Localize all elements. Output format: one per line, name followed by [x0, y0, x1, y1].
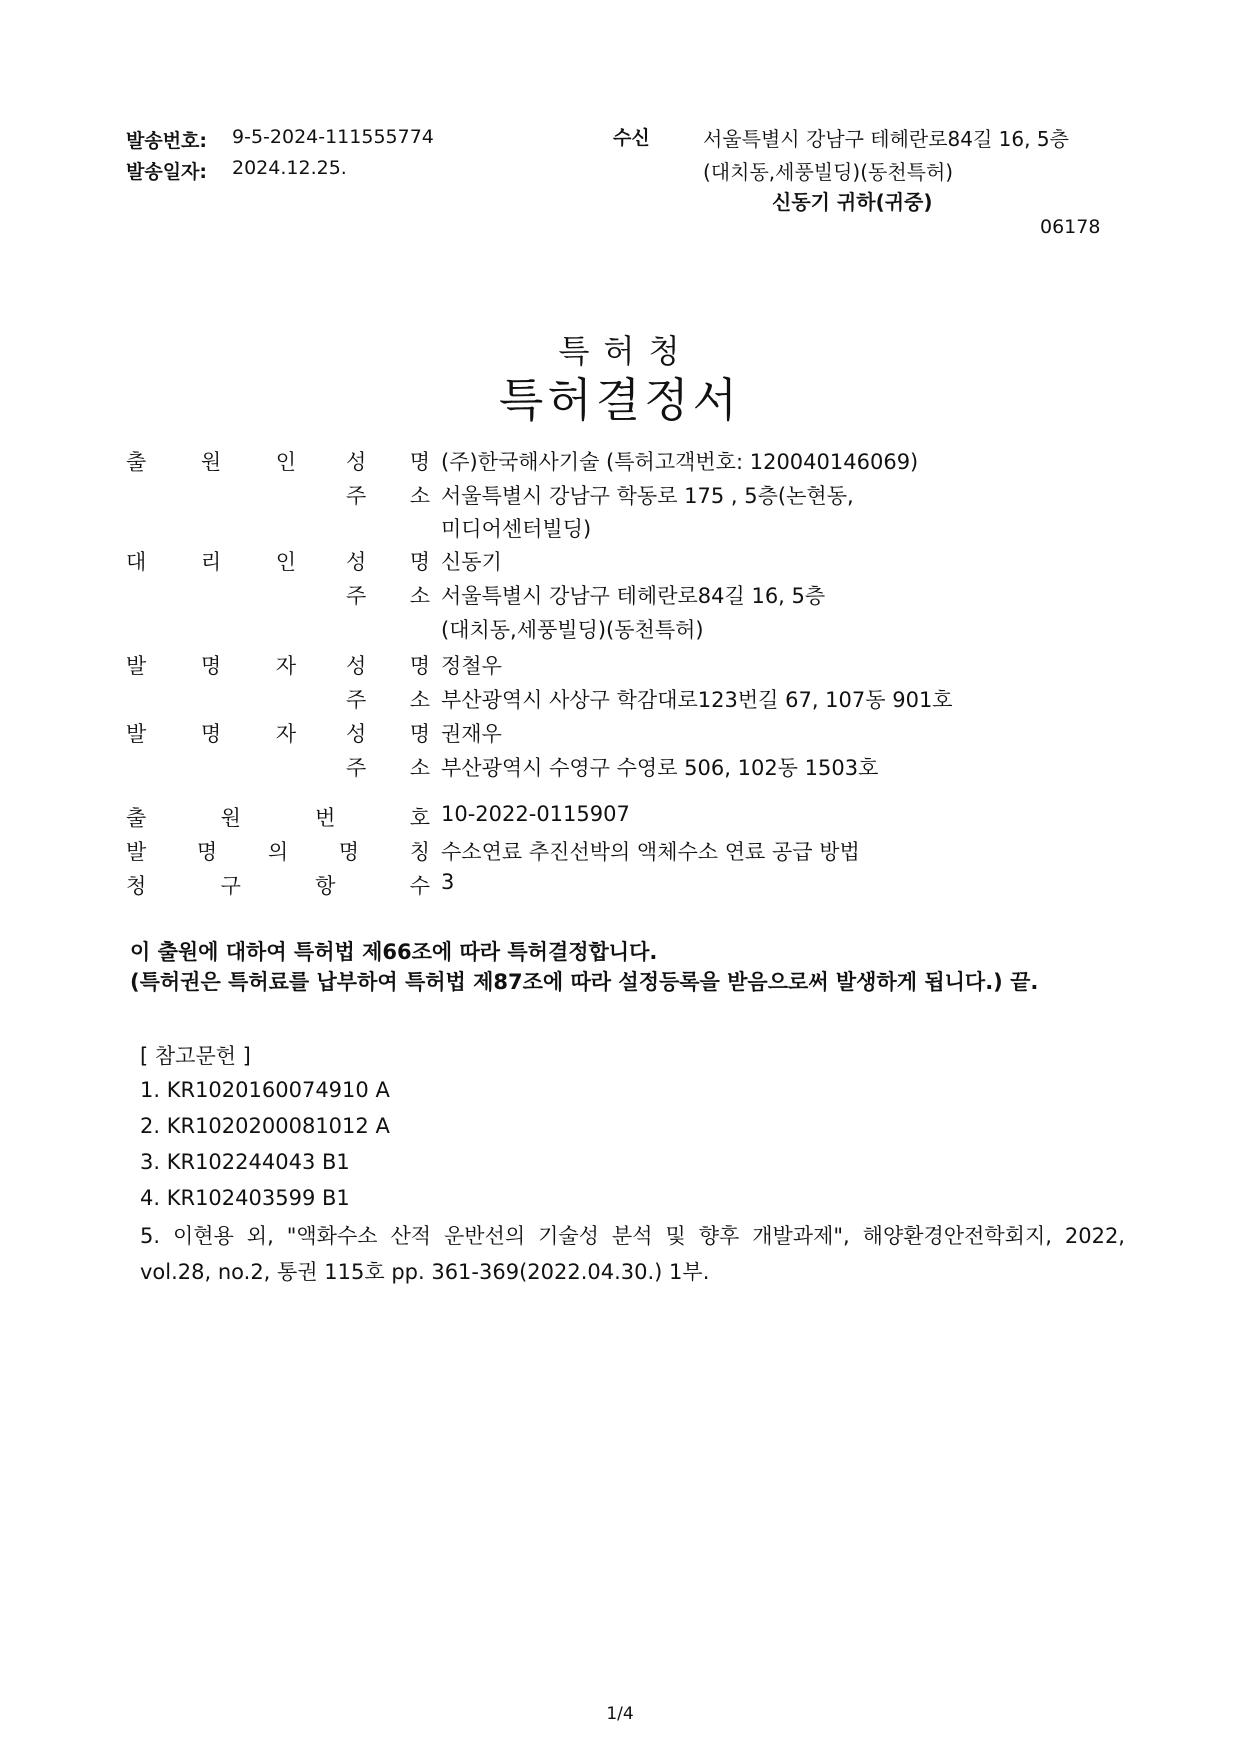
agent-address-line2: (대치동,세풍빌딩)(동천특허) — [441, 618, 704, 642]
inventor2-address: 부산광역시 수영구 수영로 506, 102동 1503호 — [441, 756, 879, 780]
applicant-address-line2: 미디어센터빌딩) — [441, 517, 592, 541]
applicant-address-line1: 서울특별시 강남구 학동로 175 , 5층(논현동, — [441, 484, 854, 508]
recipient-name: 신동기 귀하(귀중) — [772, 190, 933, 214]
claims-count: 3 — [441, 870, 455, 894]
reference-item: 1. KR1020160074910 A — [140, 1078, 390, 1102]
page-number: 1/4 — [606, 1704, 634, 1724]
reference-item: 5. 이현용 외, "액화수소 산적 운반선의 기술성 분석 및 향후 개발과제", 해양환경안전학회지, 2022, vol.28, no.2, 통권 115호 pp. 361-369(2022.04.30.) 1부. — [140, 1224, 1125, 1284]
recipient-address-line2: (대치동,세풍빌딩)(동천특허) — [703, 160, 954, 184]
reference-item: 3. KR102244043 B1 — [140, 1150, 350, 1174]
send-number-label: 발송번호: — [126, 130, 208, 152]
send-number-value: 9-5-2024-111555774 — [232, 126, 434, 148]
recipient-label: 수신 — [613, 127, 650, 149]
document-title: 특허결정서 — [498, 373, 742, 427]
reference-item: 4. KR102403599 B1 — [140, 1186, 350, 1210]
postal-code: 06178 — [1040, 216, 1101, 238]
recipient-address-line1: 서울특별시 강남구 테헤란로84길 16, 5층 — [703, 127, 1069, 151]
agency-title: 특 허 청 — [558, 332, 682, 370]
decision-line2: (특허권은 특허료를 납부하여 특허법 제87조에 따라 설정등록을 받음으로써 발생하게 됩니다.) 끝. — [130, 970, 1039, 994]
application-number: 10-2022-0115907 — [441, 802, 630, 826]
invention-title: 수소연료 추진선박의 액체수소 연료 공급 방법 — [441, 840, 860, 864]
agent-name: 신동기 — [441, 550, 502, 574]
decision-line1: 이 출원에 대하여 특허법 제66조에 따라 특허결정합니다. — [130, 940, 658, 964]
inventor1-name: 정철우 — [441, 654, 502, 678]
reference-item: 2. KR1020200081012 A — [140, 1114, 390, 1138]
send-date-label: 발송일자: — [126, 161, 208, 183]
send-date-value: 2024.12.25. — [232, 157, 347, 179]
agent-address-line1: 서울특별시 강남구 테헤란로84길 16, 5층 — [441, 584, 826, 608]
inventor1-address: 부산광역시 사상구 학감대로123번길 67, 107동 901호 — [441, 688, 953, 712]
inventor2-name: 권재우 — [441, 722, 502, 746]
applicant-name: (주)한국해사기술 (특허고객번호: 120040146069) — [441, 450, 919, 474]
references-heading: [ 참고문헌 ] — [140, 1044, 251, 1068]
